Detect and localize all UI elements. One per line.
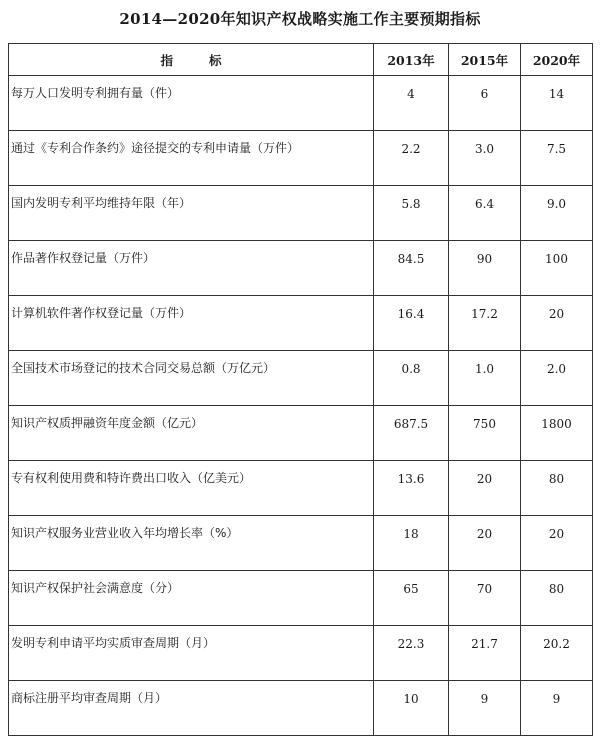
header-2020: 2020年 — [521, 44, 593, 76]
indicator-name: 知识产权质押融资年度金额（亿元） — [9, 406, 374, 461]
table-row — [9, 516, 593, 571]
value-2013: 22.3 — [374, 626, 449, 681]
table-row — [9, 351, 593, 406]
value-2020: 80 — [521, 571, 593, 626]
value-2015: 6.4 — [449, 186, 521, 241]
table-row — [9, 626, 593, 681]
value-2015: 21.7 — [449, 626, 521, 681]
table-header-row — [9, 44, 593, 76]
value-2020: 1800 — [521, 406, 593, 461]
value-2015: 750 — [449, 406, 521, 461]
indicator-name: 知识产权保护社会满意度（分） — [9, 571, 374, 626]
value-2013: 687.5 — [374, 406, 449, 461]
table-row — [9, 241, 593, 296]
value-2015: 9 — [449, 681, 521, 736]
value-2013: 65 — [374, 571, 449, 626]
value-2020: 20 — [521, 296, 593, 351]
value-2020: 80 — [521, 461, 593, 516]
value-2015: 1.0 — [449, 351, 521, 406]
value-2020: 20 — [521, 516, 593, 571]
indicator-name: 作品著作权登记量（万件） — [9, 241, 374, 296]
indicator-name: 每万人口发明专利拥有量（件） — [9, 76, 374, 131]
value-2013: 10 — [374, 681, 449, 736]
value-2013: 5.8 — [374, 186, 449, 241]
value-2015: 17.2 — [449, 296, 521, 351]
value-2020: 9.0 — [521, 186, 593, 241]
table-row — [9, 186, 593, 241]
header-indicator: 指标 — [9, 44, 374, 76]
indicator-name: 计算机软件著作权登记量（万件） — [9, 296, 374, 351]
value-2013: 18 — [374, 516, 449, 571]
table-row — [9, 296, 593, 351]
header-2013: 2013年 — [374, 44, 449, 76]
value-2015: 3.0 — [449, 131, 521, 186]
value-2020: 14 — [521, 76, 593, 131]
value-2013: 13.6 — [374, 461, 449, 516]
value-2020: 7.5 — [521, 131, 593, 186]
indicator-name: 发明专利申请平均实质审查周期（月） — [9, 626, 374, 681]
value-2013: 4 — [374, 76, 449, 131]
value-2020: 20.2 — [521, 626, 593, 681]
value-2020: 100 — [521, 241, 593, 296]
value-2020: 9 — [521, 681, 593, 736]
value-2015: 20 — [449, 516, 521, 571]
value-2015: 70 — [449, 571, 521, 626]
header-2015: 2015年 — [449, 44, 521, 76]
value-2013: 16.4 — [374, 296, 449, 351]
page-title: 2014—2020年知识产权战略实施工作主要预期指标 — [119, 10, 481, 28]
indicator-name: 全国技术市场登记的技术合同交易总额（万亿元） — [9, 351, 374, 406]
table-row — [9, 76, 593, 131]
value-2013: 0.8 — [374, 351, 449, 406]
table-row — [9, 131, 593, 186]
value-2015: 6 — [449, 76, 521, 131]
indicator-name: 商标注册平均审查周期（月） — [9, 681, 374, 736]
value-2013: 84.5 — [374, 241, 449, 296]
indicator-name: 专有权利使用费和特许费出口收入（亿美元） — [9, 461, 374, 516]
table-row — [9, 681, 593, 736]
indicator-name: 知识产权服务业营业收入年均增长率（%） — [9, 516, 374, 571]
value-2015: 20 — [449, 461, 521, 516]
table-row — [9, 406, 593, 461]
indicator-name: 国内发明专利平均维持年限（年） — [9, 186, 374, 241]
value-2020: 2.0 — [521, 351, 593, 406]
indicators-table — [8, 43, 593, 736]
table-row — [9, 461, 593, 516]
indicator-name: 通过《专利合作条约》途径提交的专利申请量（万件） — [9, 131, 374, 186]
value-2015: 90 — [449, 241, 521, 296]
table-row — [9, 571, 593, 626]
value-2013: 2.2 — [374, 131, 449, 186]
